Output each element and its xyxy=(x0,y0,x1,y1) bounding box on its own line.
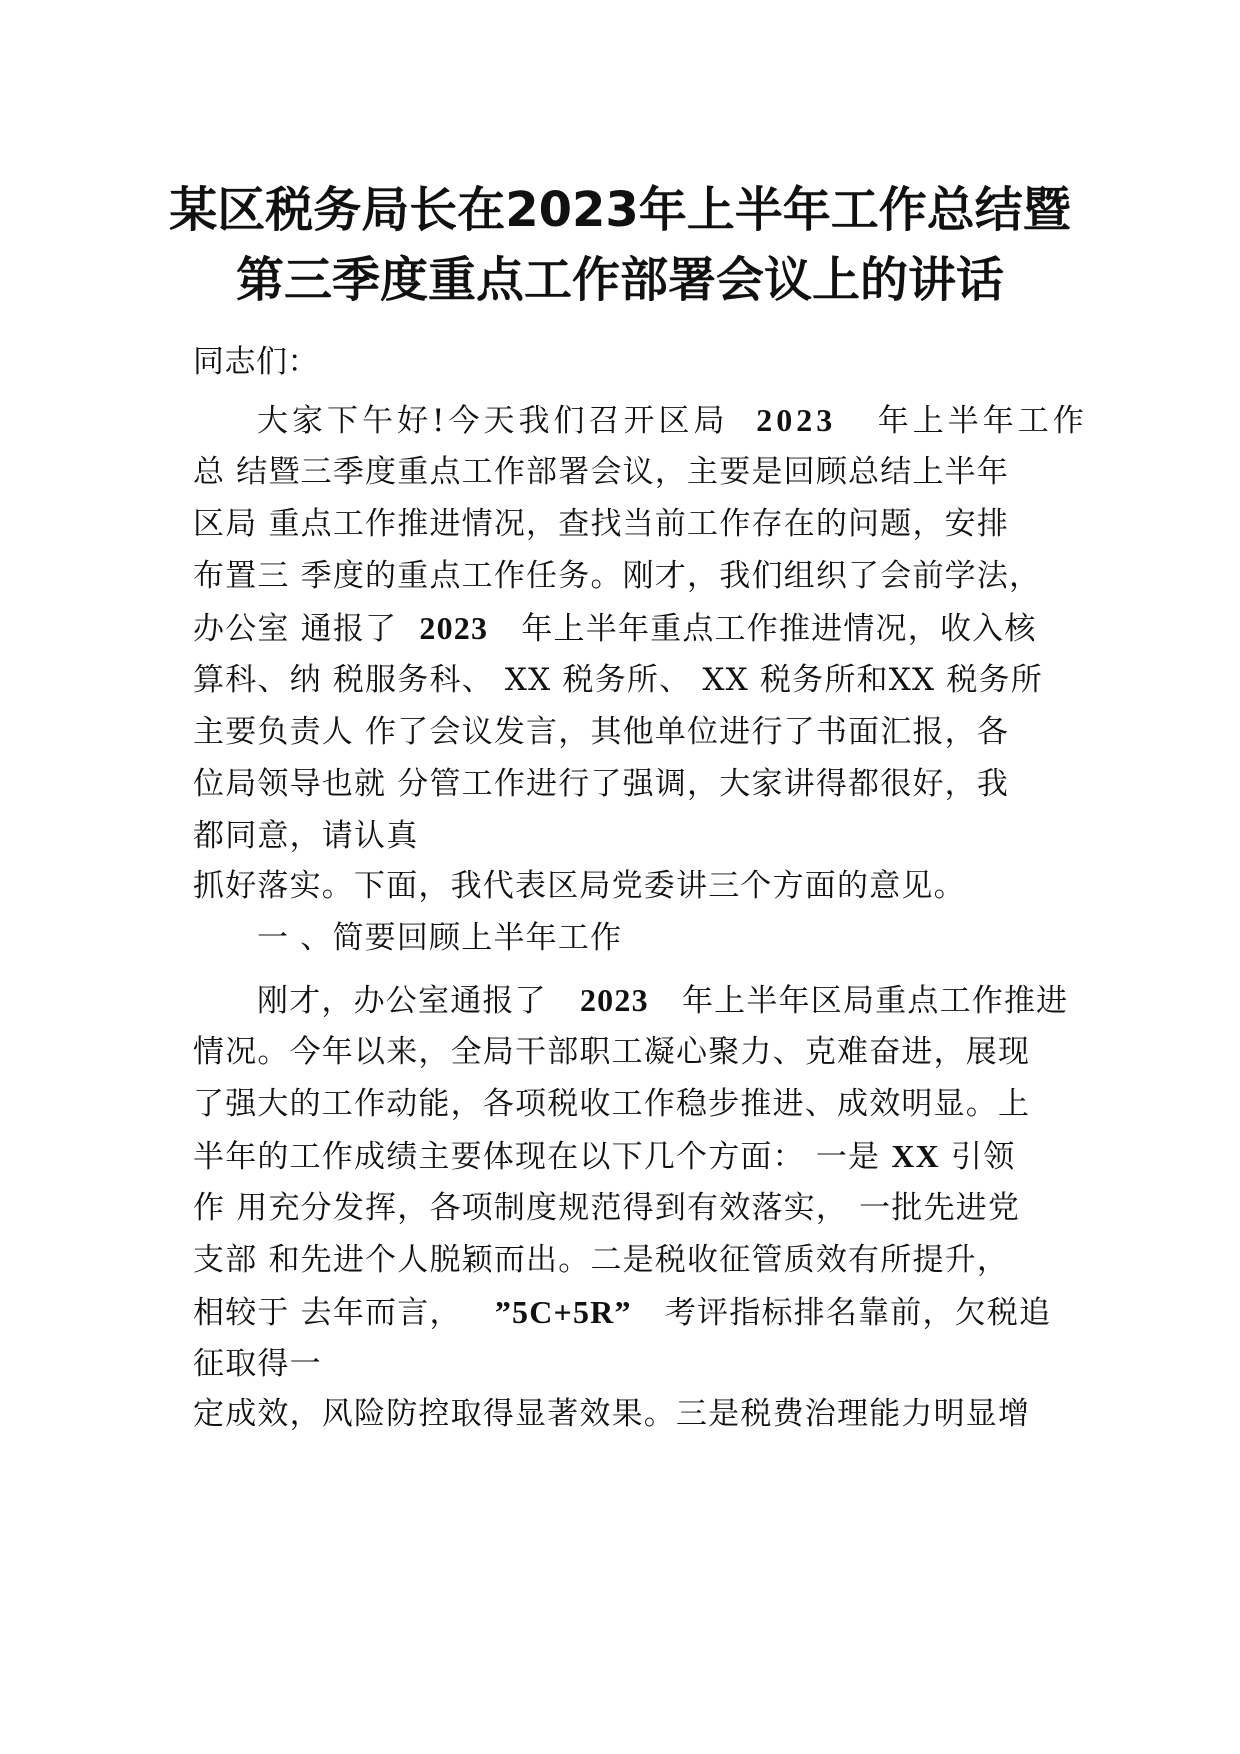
body-line: 情况。今年以来，全局干部职工凝心聚力、克难奋进，展现 xyxy=(193,1034,1031,1070)
body-line: 作 用充分发挥，各项制度规范得到有效落实， 一批先进党 xyxy=(193,1190,1021,1226)
body-line: 定成效，风险防控取得显著效果。三是税费治理能力明显增 xyxy=(193,1396,1031,1432)
body-line: 算科、纳 税服务科、 XX 税务所、 XX 税务所和XX 税务所 xyxy=(193,662,1043,698)
section-heading: 一 、简要回顾上半年工作 xyxy=(257,920,623,956)
body-line: 主要负责人 作了会议发言，其他单位进行了书面汇报，各 xyxy=(193,714,1010,750)
body-line: 位局领导也就 分管工作进行了强调，大家讲得都很好，我 xyxy=(193,766,1010,802)
body-line: 征取得一 xyxy=(193,1346,322,1382)
body-line: 了强大的工作动能，各项税收工作稳步推进、成效明显。上 xyxy=(193,1086,1031,1122)
body-line: 刚才，办公室通报了 2023 年上半年区局重点工作推进 xyxy=(257,982,1069,1019)
body-line: 半年的工作成绩主要体现在以下几个方面： 一是 XX 引领 xyxy=(193,1138,1016,1175)
document-title-line-1: 某区税务局长在2023年上半年工作总结暨 xyxy=(169,182,1071,238)
body-line: 总 结暨三季度重点工作部署会议，主要是回顾总结上半年 xyxy=(193,454,1010,490)
body-line: 办公室 通报了 2023 年上半年重点工作推进情况，收入核 xyxy=(193,610,1037,647)
body-line: 区局 重点工作推进情况，查找当前工作存在的问题，安排 xyxy=(193,506,1010,542)
body-line: 大家下午好!今天我们召开区局 2023 年上半年工作 xyxy=(257,402,1088,439)
body-line: 都同意，请认真 xyxy=(193,818,419,854)
body-line: 支部 和先进个人脱颖而出。二是税收征管质效有所提升， xyxy=(193,1242,1010,1278)
body-line: 抓好落实。下面，我代表区局党委讲三个方面的意见。 xyxy=(193,868,966,904)
greeting: 同志们： xyxy=(193,344,319,380)
document-title-line-2: 第三季度重点工作部署会议上的讲话 xyxy=(235,252,1004,308)
body-line: 相较于 去年而言， ”5C+5R” 考评指标排名靠前，欠税追 xyxy=(193,1294,1052,1331)
body-line: 布置三 季度的重点工作任务。刚才，我们组织了会前学法， xyxy=(193,558,1042,594)
